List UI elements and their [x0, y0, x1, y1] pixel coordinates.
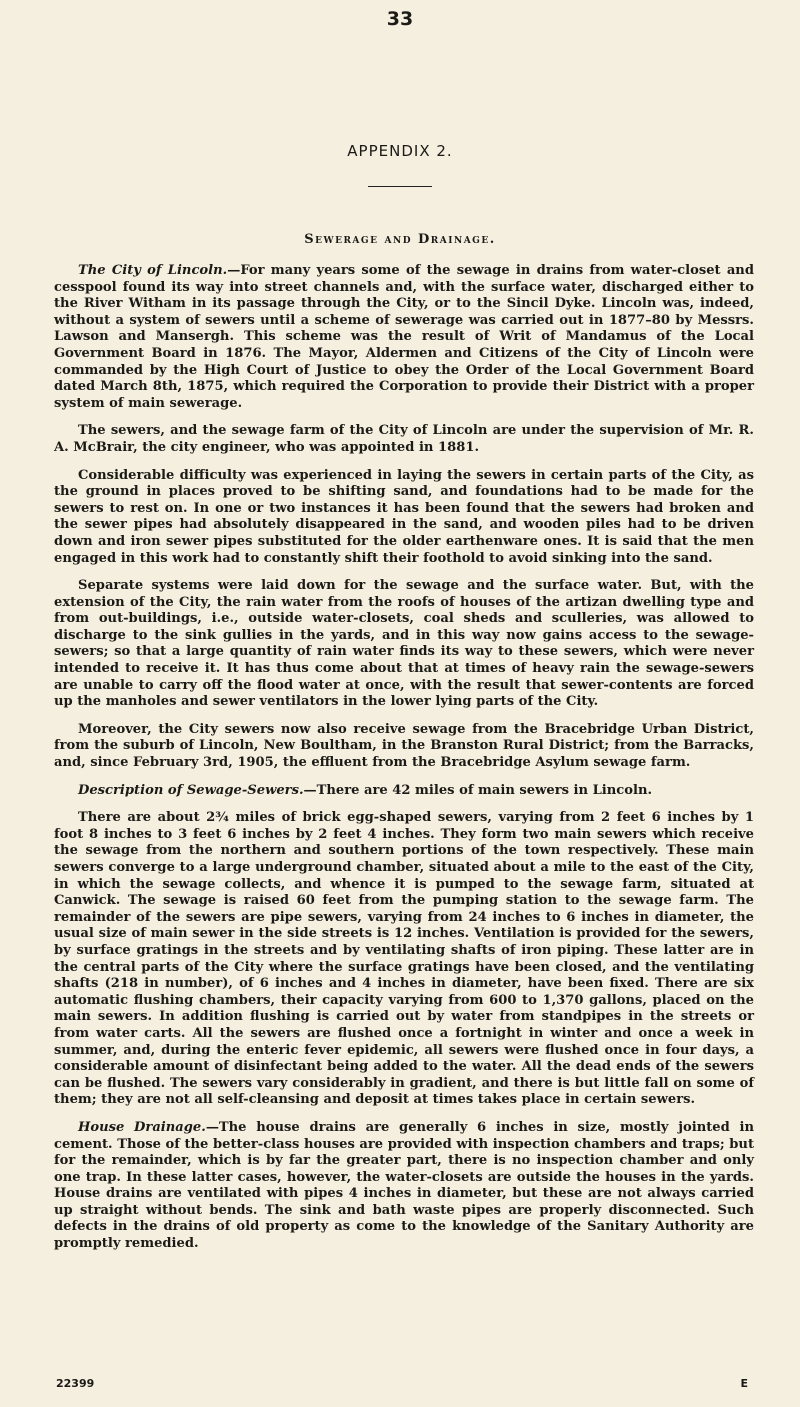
paragraph-separate-systems — [54, 578, 754, 711]
paragraph-text: Considerable difficulty was experienced in laying the sewers in certain parts of the City, as the ground in places proved to be shifting sand, and foundations had to be made for the sewers to rest on. In one or two instances it has been found that the sewers had broken and the sewer pipes had absolutely disappeared in the sand, and wooden piles had to be driven down and iron sewer pipes substituted for the older earthenware ones. It is said that the men engaged in this work had to constantly shift their foothold to avoid sinking into the sand. — [54, 467, 754, 566]
paragraph-text: There are about 2¾ miles of brick egg-shaped sewers, varying from 2 feet 6 inches by 1 foot 8 inches to 3 feet 6 inches by 2 feet 4 inches. They form two main sewers which receive the sewage from the northern and southern portions of the town respectively. These main sewers converge to a large underground chamber, situated about a mile to the east of the City, in which the sewage collects, and whence it is pumped to the sewage farm, situated at Canwick. The sewage is raised 60 feet from the pumping station to the sewage farm. The remainder of the sewers are pipe sewers, varying from 24 inches to 6 inches in diameter, the usual size of main sewer in the side streets is 12 inches. Ventilation is provided for the sewers, by surface gratings in the streets and by ventilating shafts of iron piping. These latter are in the central parts of the City where the surface gratings have been closed, and the ventilating shafts (218 in number), of 6 inches and 4 inches in diameter, have been fixed. There are six automatic flushing chambers, their capacity varying from 600 to 1,370 gallons, placed on the main sewers. In addition flushing is carried out by water from standpipes in the streets or from water carts. All the sewers are flushed once a fortnight in winter and once a week in summer, and, during the enteric fever epidemic, all sewers were flushed once in four days, a considerable amount of disinfectant being added to the water. All the dead ends of the sewers can be flushed. The sewers vary considerably in gradient, and there is but little fall on some of them; they are not all self-cleansing and deposit at times takes place in certain sewers. — [54, 810, 754, 1108]
paragraph-text: —The house drains are generally 6 inches in size, mostly jointed in cement. Those of the better-class houses are provided with inspection chambers and traps; but for the remainder, which is by far the greater part, there is no inspection chamber and only one trap. In these latter cases, however, the water-closets are outside the houses in the yards. House drains are ventilated with pipes 4 inches in diameter, but these are not always carried up straight without bends. The sink and bath waste pipes are properly disconnected. Such defects in the drains of old property as come to the knowledge of the Sanitary Authority are promptly remedied. — [54, 1119, 754, 1252]
appendix-title: APPENDIX 2. — [347, 142, 453, 160]
paragraph-text: —For many years some of the sewage in drains from water-closet and cesspool found its way into street channels and, with the surface water, discharged either to the River Witham in its passage through the City, or to the Sincil Dyke. Lincoln was, indeed, without a system of sewers until a scheme of sewerage was carried out in 1877–80 by Messrs. Lawson and Mansergh. This scheme was the result of Writ of Mandamus of the Local Government Board in 1876. The Mayor, Aldermen and Citizens of the City of Lincoln were commanded by the High Court of Justice to obey the Order of the Local Government Board dated March 8th, 1875, which required the Corporation to provide their District with a proper system of main sewerage. — [54, 263, 754, 411]
paragraph-bracebridge — [54, 722, 754, 772]
section-heading: Sewerage and Drainage. — [304, 232, 496, 247]
paragraph-text: Moreover, the City sewers now also receive sewage from the Bracebridge Urban District, from the suburb of Lincoln, New Boultham, in the Branston Rural District; from the Barracks, and, since February 3rd, 1905, the effluent from the Bracebridge Asylum sewage farm. — [54, 721, 754, 771]
paragraph-run-in-heading: The City of Lincoln. — [78, 263, 228, 278]
paragraph-brick-sewers — [54, 810, 754, 1109]
paragraph-text: —There are 42 miles of main sewers in Lincoln. — [303, 782, 653, 798]
gathering-mark: E — [740, 1377, 748, 1390]
body-text — [54, 263, 754, 1253]
paragraph-city-of-lincoln — [54, 263, 754, 412]
paragraph-run-in-heading: Description of Sewage-Sewers. — [78, 782, 304, 798]
page-number: 33 — [386, 8, 414, 30]
printer-signature: 22399 — [56, 1377, 95, 1390]
paragraph-description-of-sewers — [54, 783, 754, 800]
paragraph-difficulty — [54, 468, 754, 568]
paragraph-text: The sewers, and the sewage farm of the City of Lincoln are under the supervision of Mr. R. A. McBrair, the city engineer, who was appointed in 1881. — [54, 423, 754, 455]
paragraph-house-drainage — [54, 1120, 754, 1253]
paragraph-run-in-heading: House Drainage. — [78, 1119, 206, 1135]
title-divider — [368, 186, 432, 187]
paragraph-supervision — [54, 423, 754, 456]
paragraph-text: Separate systems were laid down for the sewage and the surface water. But, with the extension of the City, the rain water from the roofs of houses of the artizan dwelling type and from out-buildings, i.e., outside water-closets, coal sheds and sculleries, was allowed to discharge to the sink gullies in the yards, and in this way now gains access to the sewage-sewers; so that a large quantity of rain water finds its way to these sewers, which were never intended to receive it. It has thus come about that at times of heavy rain the sewage-sewers are unable to carry off the flood water at once, with the result that sewer-contents are forced up the manholes and sewer ventilators in the lower lying parts of the City. — [54, 578, 754, 710]
